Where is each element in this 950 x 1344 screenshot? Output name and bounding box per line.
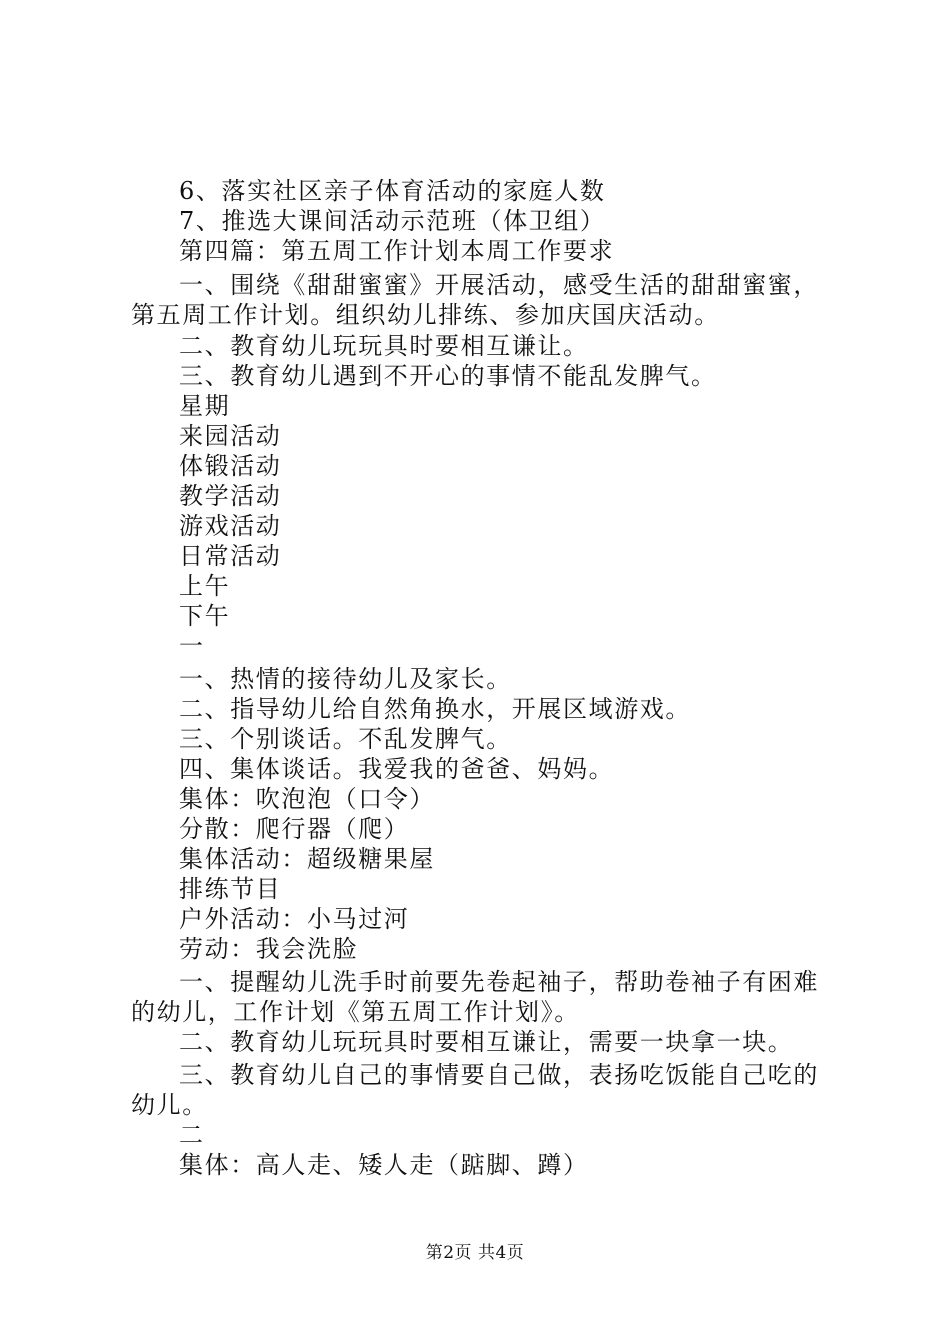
text-line: 游戏活动 bbox=[179, 512, 282, 540]
text-line: 第五周工作计划。组织幼儿排练、参加庆国庆活动。 bbox=[131, 301, 720, 329]
text-line: 户外活动：小马过河 bbox=[179, 905, 410, 933]
text-line: 劳动：我会洗脸 bbox=[179, 935, 359, 963]
text-line: 体锻活动 bbox=[179, 452, 282, 480]
section-heading: 第四篇：第五周工作计划本周工作要求 bbox=[179, 237, 615, 265]
text-line: 上午 bbox=[179, 572, 231, 600]
text-line: 幼儿。 bbox=[131, 1091, 208, 1119]
text-line: 教学活动 bbox=[179, 482, 282, 510]
text-line: 二、教育幼儿玩玩具时要相互谦让。 bbox=[179, 332, 589, 360]
text-line: 分散：爬行器（爬） bbox=[179, 815, 410, 843]
page-footer: 第2页 共4页 bbox=[425, 1243, 525, 1263]
text-line: 一、热情的接待幼儿及家长。 bbox=[179, 665, 512, 693]
text-line: 6、落实社区亲子体育活动的家庭人数 bbox=[179, 177, 606, 205]
text-line: 集体：高人走、矮人走（踮脚、蹲） bbox=[179, 1151, 589, 1179]
text-line: 三、教育幼儿遇到不开心的事情不能乱发脾气。 bbox=[179, 362, 717, 390]
text-line: 7、推选大课间活动示范班（体卫组） bbox=[179, 207, 606, 235]
text-line: 三、个别谈话。不乱发脾气。 bbox=[179, 725, 512, 753]
text-line: 四、集体谈话。我爱我的爸爸、妈妈。 bbox=[179, 755, 615, 783]
text-line: 三、教育幼儿自己的事情要自己做，表扬吃饭能自己吃的 bbox=[179, 1061, 819, 1089]
text-line: 来园活动 bbox=[179, 422, 282, 450]
text-line: 二 bbox=[179, 1121, 205, 1149]
text-line: 日常活动 bbox=[179, 542, 282, 570]
text-line: 集体活动：超级糖果屋 bbox=[179, 845, 435, 873]
text-line: 一、围绕《甜甜蜜蜜》开展活动，感受生活的甜甜蜜蜜， bbox=[179, 271, 819, 299]
text-line: 二、教育幼儿玩玩具时要相互谦让，需要一块拿一块。 bbox=[179, 1028, 794, 1056]
text-line: 二、指导幼儿给自然角换水，开展区域游戏。 bbox=[179, 695, 691, 723]
text-line: 的幼儿，工作计划《第五周工作计划》。 bbox=[131, 998, 580, 1026]
text-line: 一、提醒幼儿洗手时前要先卷起袖子，帮助卷袖子有困难 bbox=[179, 968, 819, 996]
text-line: 排练节目 bbox=[179, 875, 282, 903]
text-line: 集体：吹泡泡（口令） bbox=[179, 785, 435, 813]
text-line: 下午 bbox=[179, 602, 231, 630]
text-line: 星期 bbox=[179, 392, 231, 420]
text-line: 一 bbox=[179, 632, 205, 660]
